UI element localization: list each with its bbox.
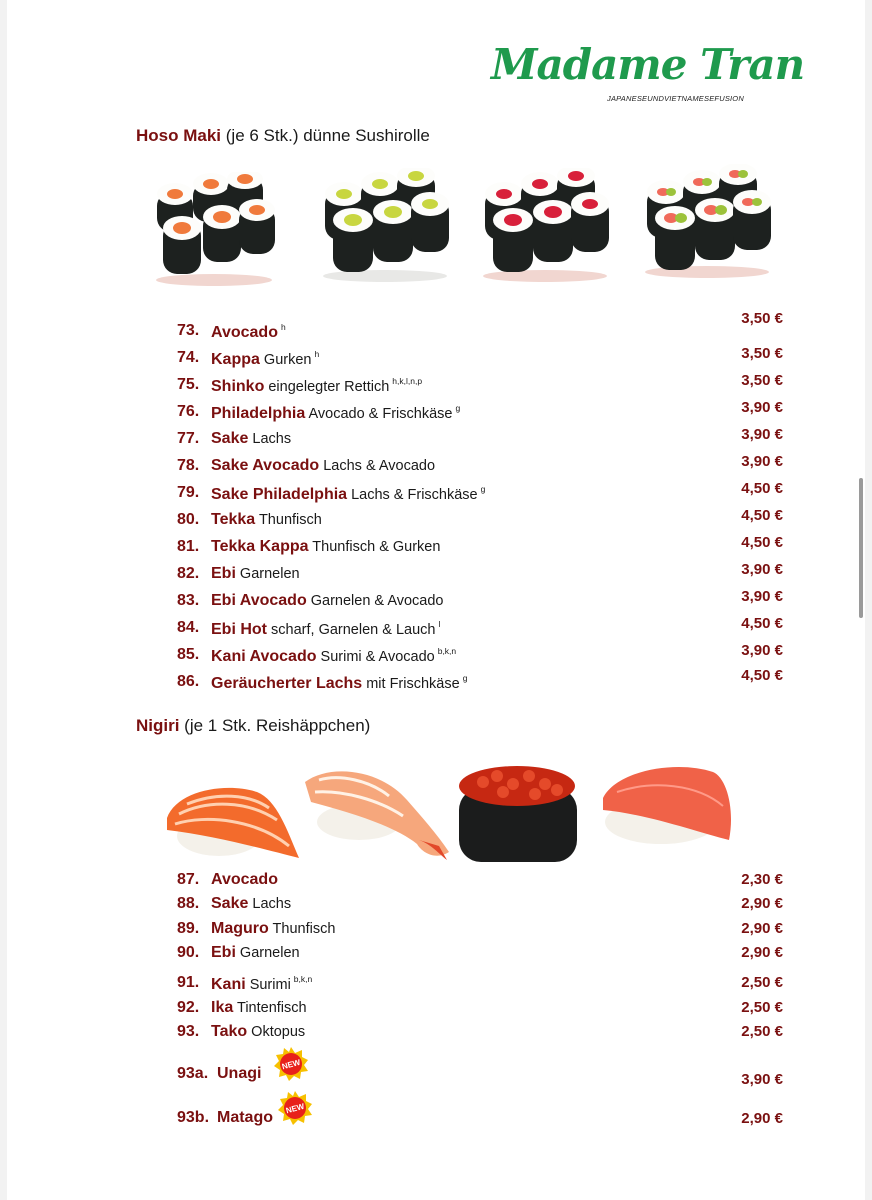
menu-item-81 (177, 534, 783, 560)
item-number: 81. (177, 538, 200, 555)
nigiri-heading (136, 716, 370, 736)
item-number: 93a. (177, 1065, 209, 1082)
new-badge-icon (273, 1046, 309, 1082)
menu-item-93a (177, 1065, 783, 1087)
item-name: Sake (211, 430, 249, 447)
item-allergens: h (280, 322, 286, 332)
item-description: Garnelen & Avocado (306, 593, 444, 609)
item-description: mit Frischkäse (362, 676, 460, 692)
item-name: Ika (211, 999, 234, 1016)
menu-item-90 (177, 944, 783, 966)
item-number: 76. (177, 403, 200, 420)
logo-tagline: JAPANESEUNDVIETNAMESEFUSION (607, 94, 744, 103)
item-price: 2,50 € (741, 999, 783, 1016)
menu-item-93 (177, 1023, 783, 1045)
hoso-maki-heading (136, 126, 430, 146)
item-allergens: l (438, 619, 441, 629)
item-description: Thunfisch (268, 921, 336, 937)
item-name: Tekka Kappa (211, 538, 309, 555)
menu-item-74 (177, 345, 783, 371)
menu-page (7, 0, 865, 1200)
menu-item-87 (177, 871, 783, 893)
menu-item-84 (177, 615, 783, 641)
item-name: Ebi (211, 565, 236, 582)
vertical-scrollbar[interactable] (859, 478, 863, 618)
item-description: Garnelen (235, 566, 300, 582)
item-description: Gurken (259, 352, 312, 368)
salmon-roe-gunkan-photo (453, 762, 581, 868)
salmon-maki-photo (149, 172, 279, 287)
item-description: Thunfisch (255, 512, 322, 528)
menu-item-75 (177, 372, 783, 398)
nigiri-title: Nigiri (136, 716, 180, 735)
item-allergens: g (480, 484, 486, 494)
avocado-maki-photo (315, 168, 455, 283)
item-name: Ebi Avocado (211, 592, 307, 609)
item-number: 83. (177, 592, 200, 609)
item-number: 92. (177, 999, 200, 1016)
menu-item-89 (177, 920, 783, 942)
item-price: 3,90 € (741, 561, 783, 578)
menu-item-92 (177, 999, 783, 1021)
item-price: 4,50 € (741, 667, 783, 684)
item-price: 3,50 € (741, 372, 783, 389)
item-name: Kani Avocado (211, 648, 317, 665)
item-allergens: b,k,n (437, 646, 457, 656)
item-description: Surimi & Avocado (316, 649, 435, 665)
item-name: Avocado (211, 871, 278, 888)
menu-item-78 (177, 453, 783, 479)
item-price: 3,90 € (741, 1071, 783, 1088)
logo-wordmark: Madame Tran (491, 40, 805, 89)
hoso-maki-title: Hoso Maki (136, 126, 222, 145)
item-number: 74. (177, 349, 200, 366)
menu-item-77 (177, 426, 783, 452)
restaurant-logo (485, 40, 805, 106)
item-price: 3,90 € (741, 453, 783, 470)
item-name: Kani (211, 976, 246, 993)
item-allergens: g (455, 403, 461, 413)
item-number: 93. (177, 1023, 200, 1040)
menu-item-76 (177, 399, 783, 425)
item-price: 2,90 € (741, 920, 783, 937)
item-name: Unagi (217, 1065, 262, 1082)
item-description: Lachs (248, 431, 292, 447)
menu-item-79 (177, 480, 783, 506)
menu-item-80 (177, 507, 783, 533)
item-name: Shinko (211, 378, 265, 395)
item-name: Sake (211, 895, 249, 912)
new-badge-label: NEW (284, 1101, 306, 1116)
item-name: Tako (211, 1023, 248, 1040)
item-name: Matago (217, 1109, 273, 1126)
item-description: Tintenfisch (233, 1000, 307, 1016)
nigiri-subtitle: (je 1 Stk. Reishäppchen) (179, 716, 371, 735)
item-price: 3,50 € (741, 345, 783, 362)
item-number: 79. (177, 484, 200, 501)
item-description: Garnelen (235, 945, 300, 961)
item-number: 87. (177, 871, 200, 888)
item-allergens: h,k,l,n,p (392, 376, 423, 386)
item-name: Philadelphia (211, 405, 306, 422)
item-description: Lachs & Avocado (319, 458, 436, 474)
menu-item-91 (177, 974, 783, 996)
item-name: Ebi (211, 944, 236, 961)
item-price: 2,90 € (741, 944, 783, 961)
menu-item-86 (177, 667, 783, 695)
salmon-nigiri-photo (157, 770, 302, 865)
item-number: 90. (177, 944, 200, 961)
item-allergens: h (314, 349, 320, 359)
item-price: 4,50 € (741, 534, 783, 551)
item-number: 86. (177, 673, 200, 690)
item-number: 88. (177, 895, 200, 912)
item-name: Kappa (211, 351, 260, 368)
item-description: Thunfisch & Gurken (308, 539, 441, 555)
item-description: Avocado & Frischkäse (305, 406, 453, 422)
hoso-maki-subtitle: (je 6 Stk.) dünne Sushirolle (221, 126, 430, 145)
item-number: 80. (177, 511, 200, 528)
item-number: 93b. (177, 1109, 210, 1126)
menu-item-88 (177, 895, 783, 917)
item-number: 75. (177, 376, 200, 393)
item-price: 3,90 € (741, 588, 783, 605)
new-badge-icon (277, 1090, 313, 1126)
item-description: eingelegter Rettich (264, 379, 390, 395)
item-price: 2,30 € (741, 871, 783, 888)
surimi-avocado-maki-photo (637, 164, 777, 279)
item-price: 2,90 € (741, 1110, 783, 1127)
tuna-nigiri-photo (597, 762, 737, 852)
shrimp-nigiri-photo (299, 760, 454, 870)
item-price: 2,90 € (741, 895, 783, 912)
item-price: 2,50 € (741, 1023, 783, 1040)
item-price: 3,90 € (741, 426, 783, 443)
item-number: 78. (177, 457, 200, 474)
item-name: Avocado (211, 324, 278, 341)
item-price: 2,50 € (741, 974, 783, 991)
item-price: 3,50 € (741, 310, 783, 327)
item-number: 84. (177, 619, 200, 636)
item-price: 3,90 € (741, 642, 783, 659)
item-number: 73. (177, 322, 200, 339)
item-description: Lachs & Frischkäse (347, 487, 478, 503)
item-description: Oktopus (247, 1024, 306, 1040)
item-name: Geräucherter Lachs (211, 675, 363, 692)
item-name: Tekka (211, 511, 256, 528)
item-description: Surimi (245, 977, 291, 993)
item-name: Sake Avocado (211, 457, 320, 474)
item-name: Ebi Hot (211, 621, 267, 638)
tuna-maki-photo (475, 168, 615, 283)
item-number: 82. (177, 565, 200, 582)
item-description: scharf, Garnelen & Lauch (267, 622, 436, 638)
item-allergens: b,k,n (293, 974, 313, 984)
item-name: Sake Philadelphia (211, 486, 348, 503)
item-price: 4,50 € (741, 507, 783, 524)
item-number: 85. (177, 646, 200, 663)
item-price: 3,90 € (741, 399, 783, 416)
item-price: 4,50 € (741, 615, 783, 632)
menu-item-83 (177, 588, 783, 614)
item-description: Lachs (248, 896, 292, 912)
item-price: 4,50 € (741, 480, 783, 497)
menu-item-73 (177, 310, 783, 344)
new-badge-label: NEW (280, 1057, 302, 1072)
menu-item-82 (177, 561, 783, 587)
item-number: 89. (177, 920, 200, 937)
menu-item-93b (177, 1109, 783, 1131)
item-number: 77. (177, 430, 200, 447)
menu-item-85 (177, 642, 783, 668)
item-number: 91. (177, 974, 200, 991)
item-name: Maguro (211, 920, 269, 937)
item-allergens: g (462, 673, 468, 683)
